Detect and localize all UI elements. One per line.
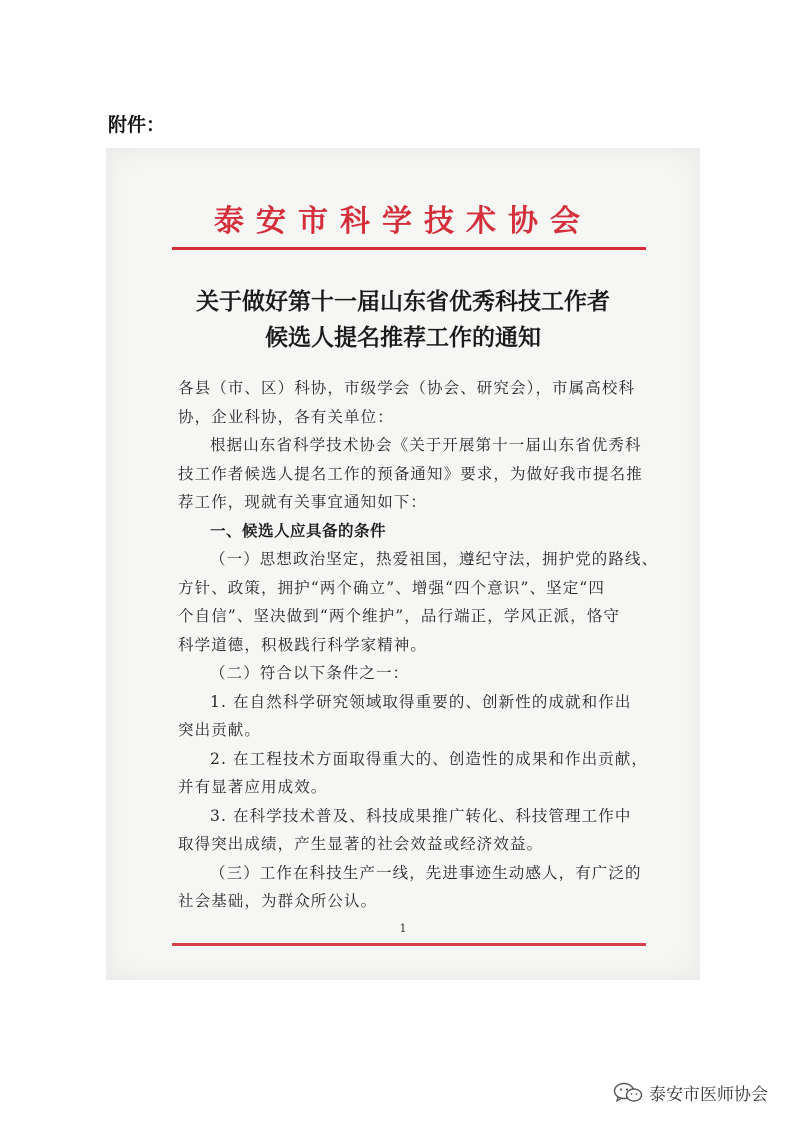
account-watermark	[613, 1080, 768, 1105]
attachment-label: 附件：	[108, 114, 166, 136]
body-line: 各县（市、区）科协，市级学会（协会、研究会），市属高校科	[178, 379, 636, 397]
body-line: （一）思想政治坚定，热爱祖国，遵纪守法，拥护党的路线、	[210, 550, 659, 568]
body-line: 根据山东省科学技术协会《关于开展第十一届山东省优秀科	[210, 436, 642, 454]
body-line: 突出贡献。	[178, 721, 262, 739]
footer-divider	[172, 943, 646, 946]
body-line: （三）工作在科技生产一线，先进事迹生动感人，有广泛的	[210, 863, 642, 882]
org-header: 泰安市科学技术协会	[214, 204, 592, 239]
wechat-icon	[613, 1082, 643, 1104]
notice-title-line: 候选人提名推荐工作的通知	[265, 324, 541, 351]
notice-body	[178, 374, 659, 916]
body-line: 个自信”、坚决做到“两个维护”，品行端正，学风正派，恪守	[178, 607, 621, 625]
body-line: 1. 在自然科学研究领域取得重要的、创新性的成就和作出	[210, 692, 632, 711]
header-divider	[172, 247, 646, 250]
body-line: 取得突出成绩，产生显著的社会效益或经济效益。	[178, 835, 544, 853]
scanned-document	[106, 148, 700, 980]
body-line: 2. 在工程技术方面取得重大的、创造性的成果和作出贡献，	[210, 749, 649, 768]
notice-title	[106, 284, 700, 356]
body-line: 并有显著应用成效。	[178, 778, 328, 796]
body-line: 科学道德，积极践行科学家精神。	[178, 635, 428, 654]
watermark-text: 泰安市医师协会	[649, 1085, 768, 1105]
body-line: 技工作者候选人提名工作的预备通知》要求，为做好我市提名推	[178, 464, 643, 483]
body-line: 荐工作，现就有关事宜通知如下：	[178, 493, 428, 511]
body-line: 协，企业科协，各有关单位：	[178, 407, 394, 426]
section-heading: 一、候选人应具备的条件	[210, 521, 387, 540]
page-number: 1	[399, 922, 407, 935]
notice-title-line: 关于做好第十一届山东省优秀科技工作者	[196, 288, 610, 315]
body-line: 方针、政策，拥护“两个确立”、增强“四个意识”、坚定“四	[178, 578, 605, 597]
body-line: 3. 在科学技术普及、科技成果推广转化、科技管理工作中	[210, 806, 632, 825]
body-line: 社会基础，为群众所公认。	[178, 892, 378, 910]
body-line: （二）符合以下条件之一：	[210, 664, 410, 682]
